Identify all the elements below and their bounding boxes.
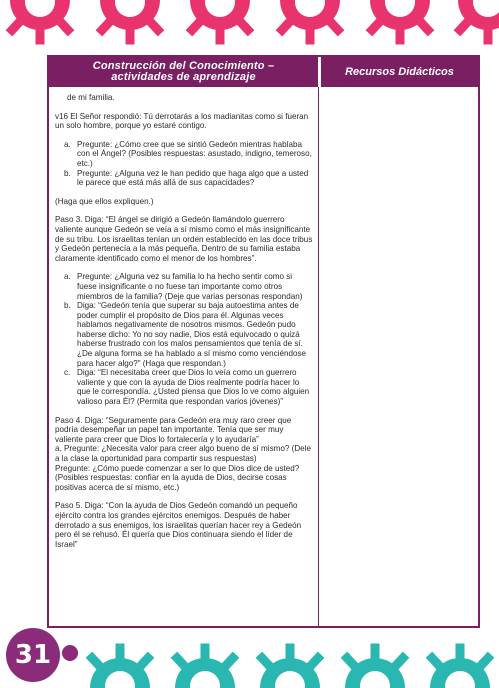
list-marker: a. [64,139,71,149]
step-5: Paso 5. Diga: “Con la ayuda de Dios Gedeón comandó un pequeño ejército contra los grandes ejércitos enemigos. Después de haber derrotado a sus enemigos, los israelitas querían hacer rey a Gedeón pero él se rehusó. Él quería que Dios continuara siendo el líder de Israel” [55,501,302,549]
step-4: Paso 4. Diga: “Seguramente para Gedeón era muy raro creer que podría desempeñar un papel tan importante. Tenía que ser muy valiente para creer que Dios lo fortalecería y lo ayudaría” [55,415,292,444]
verse-16: v16 El Señor respondió: Tú derrotarás a los madianitas como si fueran un solo hombre, porque yo estaré contigo. [55,111,309,131]
list-marker: a. [64,272,71,282]
list-item [64,301,313,368]
list-text: Diga: “Gedeón tenía que superar su baja autoestima antes de poder cumplir el propósito de Dios para él. Algunas veces hablamos negativamente de nosotros mismos. Gedeón pudo haberse dicho: Yo no soy nadie, Dios está equivocado o quizá haberse frustrado con los malos pensamientos que tenía de sí. ¿De alguna forma se ha hablado a sí mismo como venciéndose para hacer algo?” (Haga que respondan.) [77,301,306,368]
instruction-explain: (Haga que ellos expliquen.) [55,196,154,206]
header-activities-line2: actividades de aprendizaje [111,71,256,83]
list-marker: c. [64,368,71,378]
header-activities [49,57,318,87]
step-4-question-a: a. Pregunte: ¿Necesita valor para creer algo bueno de sí mismo? (Dele a la clase la oportunidad para compartir sus respuestas) [55,444,311,463]
activities-column [55,93,313,558]
list-text: Pregunte: ¿Cómo cree que se sintió Gedeón mientras hablaba con el Ángel? (Posibles respuestas: asustado, indigno, temeroso, etc.) [77,139,312,168]
list-item [64,368,313,407]
column-divider [318,87,319,626]
list-item [64,272,313,301]
list-text: Pregunte: ¿Alguna vez su familia lo ha hecho sentir como si fuese insignificante o no fuese tan importante como otros miembros de la familia? (Deje que varias personas respondan) [77,272,303,301]
decorative-gear-border-top [0,0,499,52]
list-item [64,139,313,169]
step-4-question-b: Pregunte: ¿Cómo puede comenzar a ser lo que Dios dice de usted? (Posibles respuestas: confiar en la ayuda de Dios, decirse cosas positivas acerca de sí mismo, etc.) [55,463,300,492]
header-resources: Recursos Didácticos [345,66,454,78]
page-number: 31 [6,628,60,682]
question-list-1 [55,140,313,188]
table-header [49,57,478,87]
list-item [64,168,313,188]
list-text: Pregunte: ¿Alguna vez le han pedido que haga algo que a usted le parece que está más allá de sus capacidades? [77,168,309,188]
list-marker: b. [64,168,71,178]
step-3: Paso 3. Diga: “El ángel se dirigió a Gedeón llamándolo guerrero valiente aunque Gedeón se veía a sí mismo como el más insignificante de su tribu. Los israelitas tenían un orden establecido en las doce tribus y Gedeón pertenecía a la más pequeña. Dentro de su familia estaba claramente identificado como el menor de los hombres”. [55,215,313,263]
list-marker: b. [64,301,71,311]
header-activities-line1: Construcción del Conocimiento – [92,60,275,72]
list-text: Diga: “El necesitaba creer que Dios lo veía como un guerrero valiente y que con la ayuda de Dios realmente podría hacer lo que le correspondía. ¿Usted piensa que Dios lo ve como alguien valioso para Él? (Permita que respondan varios jóvenes)” [77,368,310,407]
paragraph-family: de mi familia. [67,93,115,102]
question-list-2 [55,272,313,406]
page-number-dot [62,645,78,661]
lesson-table [47,55,480,628]
